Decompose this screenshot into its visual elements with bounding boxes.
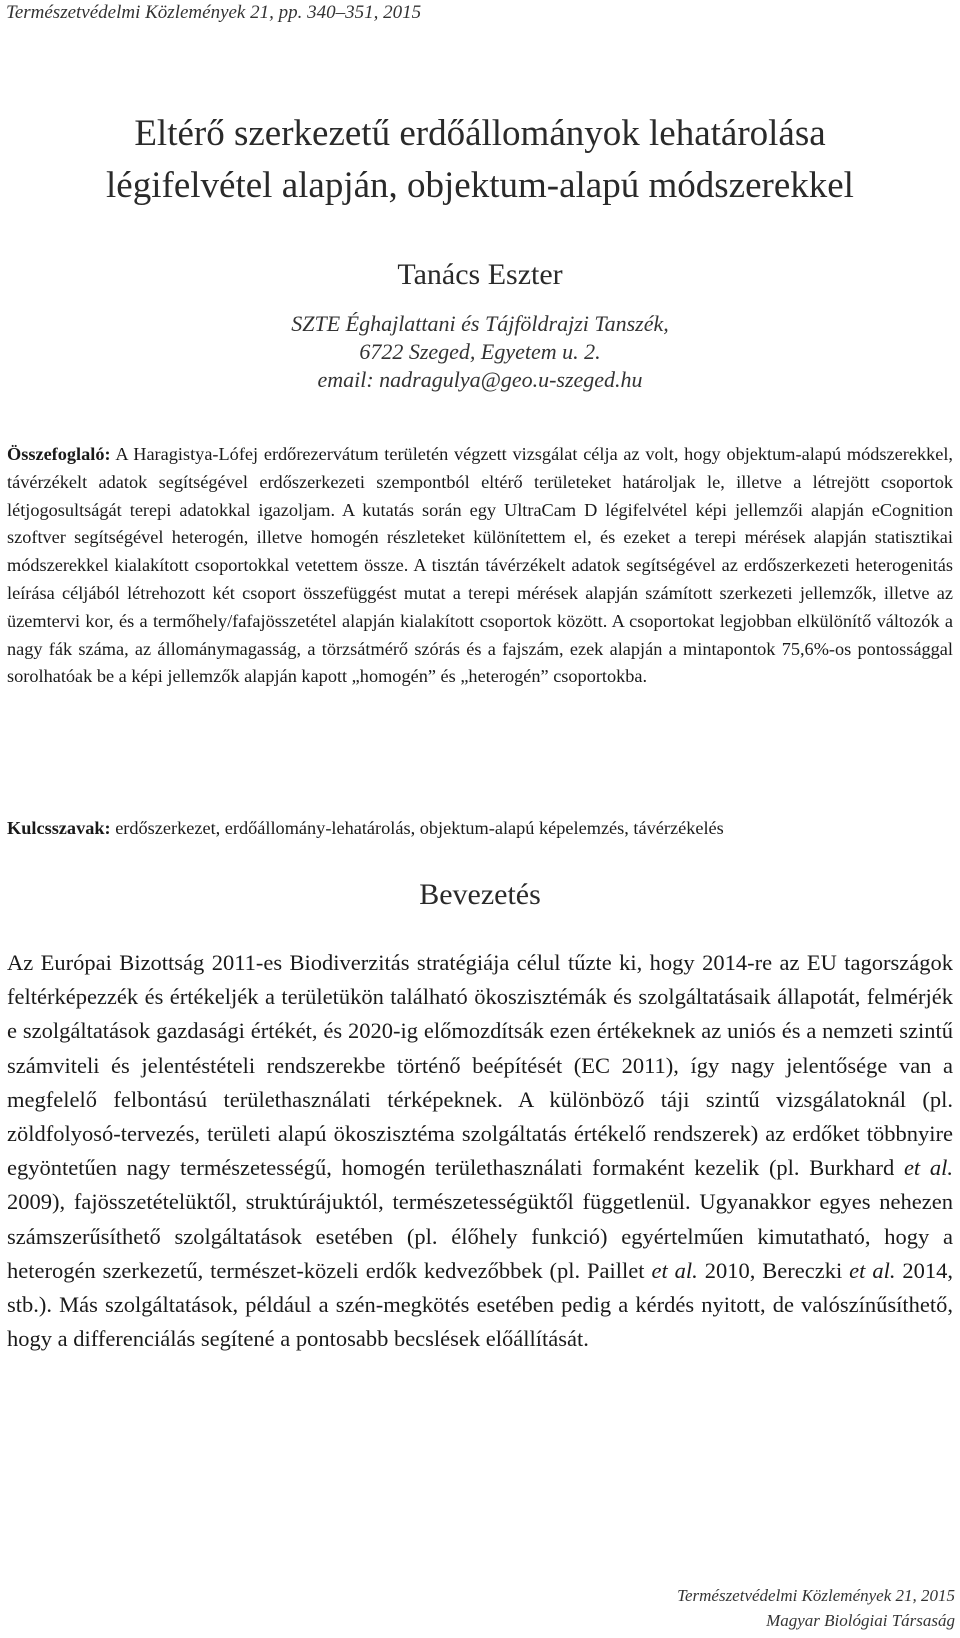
intro-text-2: 2009), fajösszetételüktől, struktúrájuktól, természetességüktől függetlenül. Ugyanakkor egyes nehezen számszerűsíthető szolgáltatások esetében (pl. élőhely funkció) egyértelműen kimutatható, hogy a heterogén szerkezetű, természet-közeli erdők kedvezőbbek (pl. Paillet (7, 1189, 953, 1283)
keywords-label: Kulcsszavak: (7, 818, 111, 838)
intro-etal-2: et al. (651, 1257, 698, 1283)
section-heading: Bevezetés (419, 878, 541, 911)
intro-text-3: 2010, Bereczki (704, 1257, 843, 1283)
abstract-label: Összefoglaló: (7, 444, 111, 464)
intro-paragraph (7, 946, 953, 1356)
intro-text-4: 2014, stb.). Más szolgáltatások, például a szén-megkötés esetében pedig a kérdés nyitott, de valószínűsíthető, hogy a differenciálás segítené a pontosabb becslések előállítását. (7, 1257, 954, 1352)
author-affiliation (0, 310, 960, 394)
abstract-text: A Haragistya-Lófej erdőrezervátum területén végzett vizsgálat célja az volt, hogy objektum-alapú módszerekkel, távérzékelt adatok segítségével erdőszerkezeti szempontból eltérő területeket határoljak le, illetve a létrejött csoportok létjogosultságát terepi adatokkal igazoljam. A kutatás során egy UltraCam D légifelvétel képi jellemzői alapján eCognition szoftver segítségével heterogén, illetve homogén részleteket különítettem el, és ezeket a terepi mérések alapján statisztikai módszerekkel kialakított csoportokkal vetettem össze. A tisztán távérzékelt adatok segítségével az erdőszerkezeti heterogenitás leírása céljából létrehozott két csoport összefüggést mutat a terepi mérések alapján számított szerkezeti jellemzők, illetve az üzemtervi kor, és a termőhely/fafajösszetétel alapján kialakított csoportok között. A csoportokat legjobban elkülönítő változók a nagy fák száma, az állománymagasság, a törzsátmérő szórás és a fajszám, ezek alapján a mintapontok 75,6%-os pontossággal sorolhatóak be a képi jellemzők alapján kapott „homogén” és „heterogén” csoportokba. (7, 444, 953, 687)
footer-publisher: Magyar Biológiai Társaság (766, 1611, 955, 1630)
intro-text-1: Az Európai Bizottság 2011-es Biodiverzitás stratégiája célul tűzte ki, hogy 2014-re az EU tagországok feltérképezzék és értékeljék a területükön található ökoszisztémák és szolgáltatásaik állapotát, felmérjék e szolgáltatások gazdasági értékét, és 2020-ig előmozdítsák ezen értékeknek az uniós és a nemzeti szintű számviteli és jelentéstételi rendszerekbe történő beépítését (EC 2011), így nagy jelentősége van a megfelelő felbontású területhasználati térképeknek. A különböző táji szintű vizsgálatoknál (pl. zöldfolyosó-tervezés, területi alapú ökoszisztéma szolgáltatás értékelő rendszerek) az erdőket többnyire egyöntetűen nagy természetességű, homogén területhasználati formaként kezelik (pl. Burkhard (7, 950, 953, 1181)
intro-etal-3: et al. (849, 1257, 896, 1283)
affiliation-line-1: SZTE Éghajlattani és Tájföldrajzi Tanszék, (291, 311, 669, 336)
footer-journal: Természetvédelmi Közlemények 21, 2015 (677, 1586, 955, 1605)
author-email: email: nadragulya@geo.u-szeged.hu (317, 367, 643, 392)
page-footer (677, 1583, 955, 1633)
intro-etal-1: et al. (903, 1155, 953, 1181)
keywords-text: erdőszerkezet, erdőállomány-lehatárolás, objektum-alapú képelemzés, távérzékelés (115, 818, 724, 838)
running-head: Természetvédelmi Közlemények 21, pp. 340–351, 2015 (6, 2, 422, 23)
author-name: Tanács Eszter (397, 258, 563, 291)
paper-title-line-1: Eltérő szerkezetű erdőállományok lehatárolása (134, 113, 826, 154)
paper-title-line-2: légifelvétel alapján, objektum-alapú módszerekkel (106, 165, 854, 206)
affiliation-line-2: 6722 Szeged, Egyetem u. 2. (359, 339, 601, 364)
keywords (7, 814, 953, 842)
paper-title (0, 108, 960, 212)
abstract (7, 441, 953, 691)
